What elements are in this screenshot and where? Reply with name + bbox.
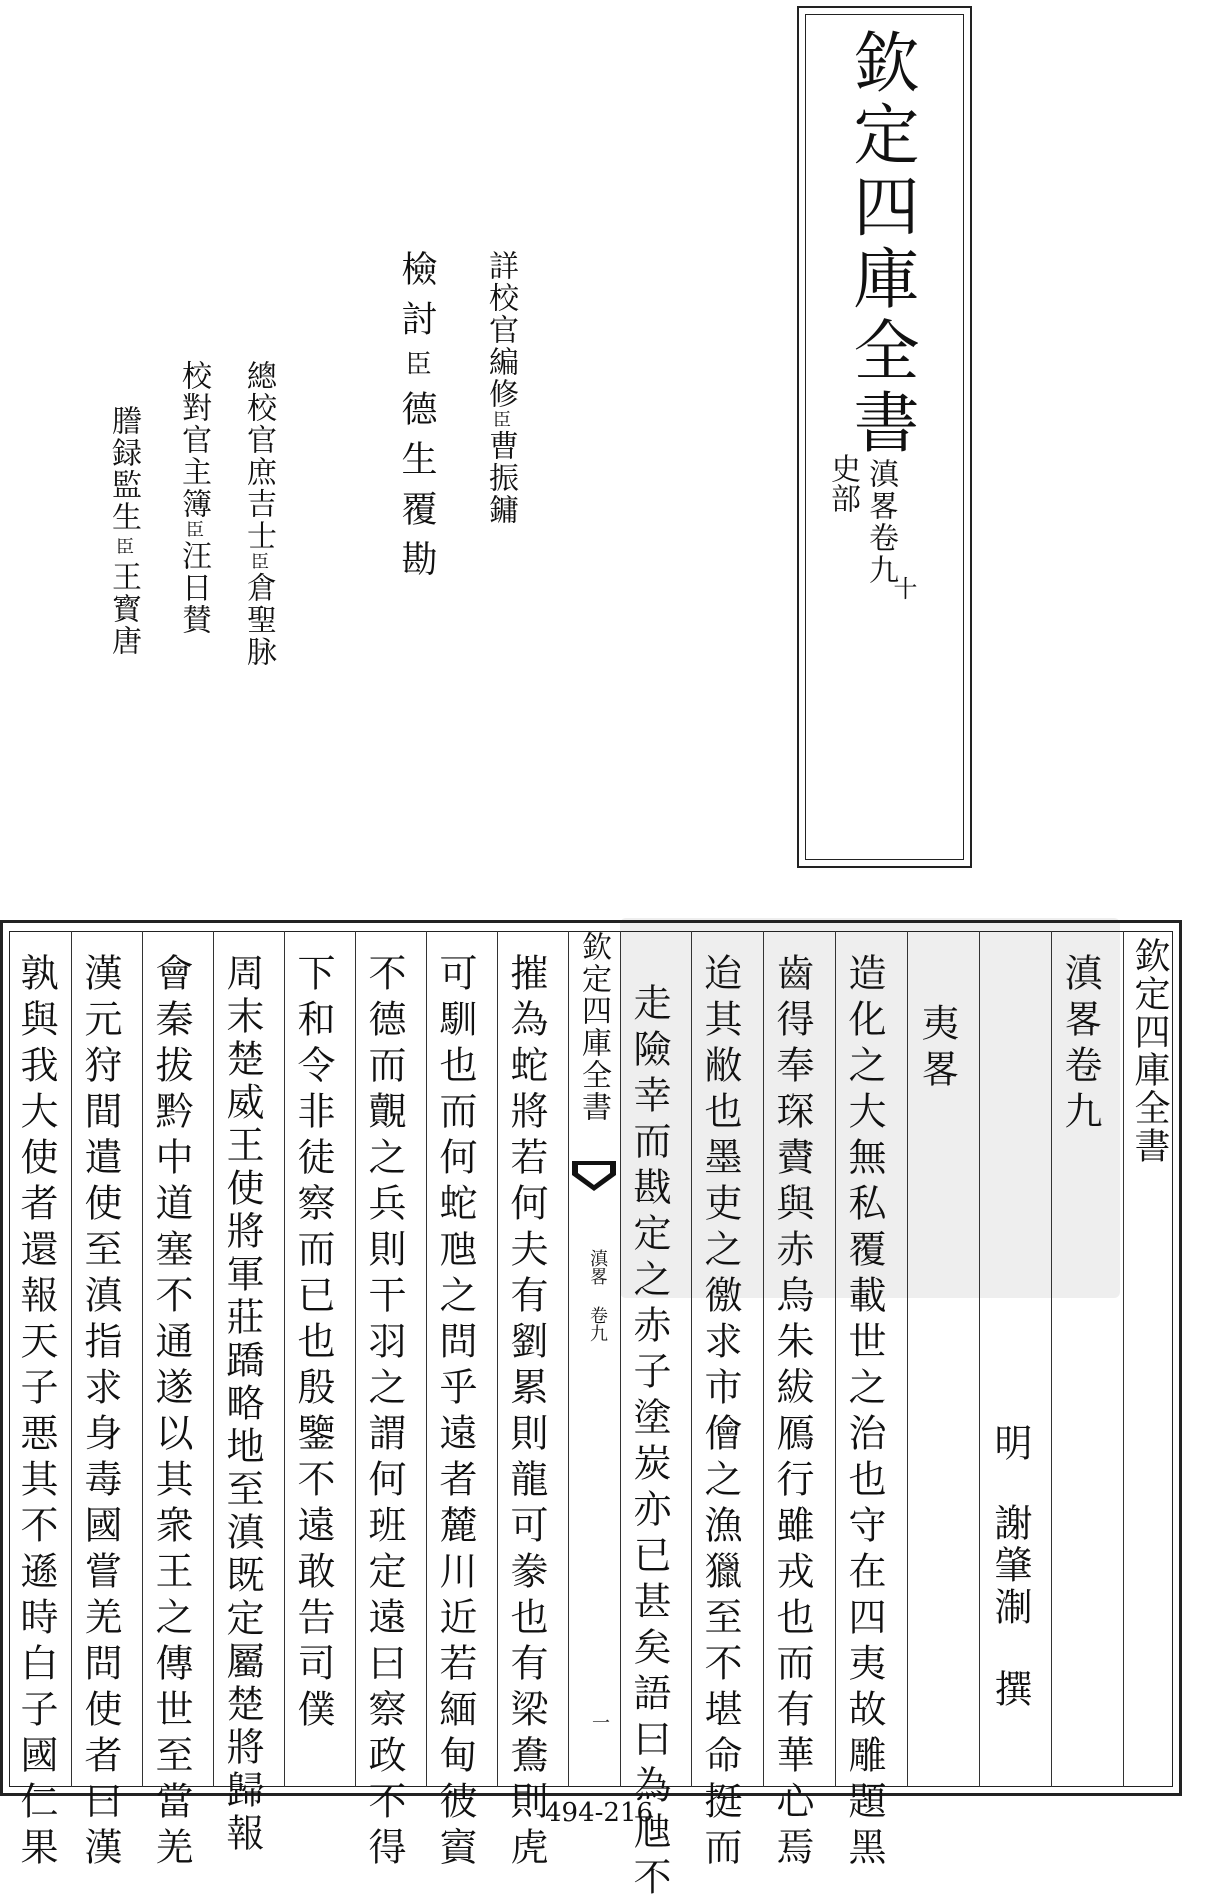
fold-page-number: 一 bbox=[589, 1713, 610, 1731]
fishtail-mark-icon bbox=[572, 1161, 616, 1201]
official-title: 謄録監生 bbox=[106, 405, 141, 533]
text-column: 下和令非徒察而已也殷鑒不遠敢告司僕 bbox=[291, 953, 335, 1735]
official-title: 詳校官編修 bbox=[483, 250, 518, 410]
column-rule bbox=[71, 931, 72, 1787]
book-volume-label: 滇畧卷九 bbox=[863, 458, 898, 586]
text-column: 孰與我大使者還報天子悪其不遜時白子國仁果 bbox=[14, 953, 58, 1873]
author-role: 撰 bbox=[988, 1669, 1032, 1711]
text-column: 不德而覿之兵則干羽之謂何班定遠曰察政不得 bbox=[362, 953, 406, 1873]
fold-column bbox=[568, 923, 620, 1793]
text-column: 走險幸而戡定之赤子塗炭亦已甚矣語曰為虺不 bbox=[627, 983, 671, 1903]
official-name: 曹振鏞 bbox=[483, 430, 518, 526]
section-heading: 夷畧 bbox=[915, 1003, 959, 1095]
author-line bbox=[988, 1503, 1032, 1711]
role-mark: 臣 bbox=[183, 520, 204, 540]
column-rule bbox=[979, 931, 980, 1787]
role-mark: 臣 bbox=[401, 350, 431, 390]
column-rule bbox=[1123, 931, 1124, 1787]
official-name: 汪日賛 bbox=[176, 540, 211, 636]
role-mark: 臣 bbox=[248, 552, 269, 572]
text-column: 造化之大無私覆載世之治也守在四夷故雕題黑 bbox=[842, 953, 886, 1873]
official-title: 總校官庶吉士 bbox=[241, 360, 276, 552]
fold-book-title: 滇畧 卷九 bbox=[587, 1249, 608, 1342]
column-rule bbox=[213, 931, 214, 1787]
fold-title: 欽定四庫全書 bbox=[576, 931, 611, 1123]
role-mark: 臣 bbox=[113, 537, 134, 557]
dynasty: 明 bbox=[988, 1423, 1032, 1469]
page-header: 欽定四庫全書 bbox=[1129, 937, 1170, 1165]
text-column: 迨其敝也墨吏之徼求市儈之漁獵至不堪命挺而 bbox=[698, 953, 742, 1873]
official-name: 德生覆勘 bbox=[396, 390, 437, 590]
official-name: 倉聖脉 bbox=[241, 572, 276, 668]
text-column: 周末楚威王使將軍莊蹻略地至滇既定屬楚將歸報 bbox=[220, 953, 264, 1856]
column-rule bbox=[691, 931, 692, 1787]
column-rule bbox=[835, 931, 836, 1787]
column-rule bbox=[497, 931, 498, 1787]
official-proofreader-detail bbox=[483, 250, 518, 526]
column-rule bbox=[284, 931, 285, 1787]
official-chief-proofreader bbox=[241, 360, 276, 668]
text-column: 漢元狩間遣使至滇指求身毒國嘗羌問使者曰漢 bbox=[78, 953, 122, 1873]
section-label: 史部 bbox=[825, 453, 860, 513]
role-mark: 臣 bbox=[490, 410, 511, 430]
text-column: 摧為蛇將若何夫有劉累則龍可豢也有梁鴦則虎 bbox=[504, 953, 548, 1873]
official-name: 王寳唐 bbox=[106, 561, 141, 657]
text-column: 會秦拔黔中道塞不通遂以其衆王之傳世至當羌 bbox=[149, 953, 193, 1873]
official-title: 校對官主簿 bbox=[176, 360, 211, 520]
page-number: 494-216 bbox=[545, 1798, 654, 1828]
title-label bbox=[797, 6, 972, 868]
official-reviewer bbox=[396, 250, 437, 590]
official-title: 檢討 bbox=[396, 250, 437, 350]
column-rule bbox=[1051, 931, 1052, 1787]
column-rule bbox=[907, 931, 908, 1787]
book-title: 滇畧卷九 bbox=[1058, 953, 1102, 1137]
column-rule bbox=[355, 931, 356, 1787]
collection-title: 欽定四庫全書 bbox=[842, 28, 919, 460]
text-column: 齒得奉琛賮與赤烏朱紱鴈行雖戎也而有華心焉 bbox=[770, 953, 814, 1873]
volume-sub-label: 十 bbox=[889, 576, 917, 600]
text-column: 可馴也而何蛇虺之問乎遠者麓川近若緬甸彼賨 bbox=[433, 953, 477, 1873]
official-copyist bbox=[106, 405, 141, 657]
column-rule bbox=[142, 931, 143, 1787]
author-name: 謝肇淛 bbox=[988, 1503, 1032, 1629]
column-rule bbox=[426, 931, 427, 1787]
column-rule bbox=[763, 931, 764, 1787]
column-rule bbox=[620, 931, 621, 1787]
official-proofreader bbox=[176, 360, 211, 636]
